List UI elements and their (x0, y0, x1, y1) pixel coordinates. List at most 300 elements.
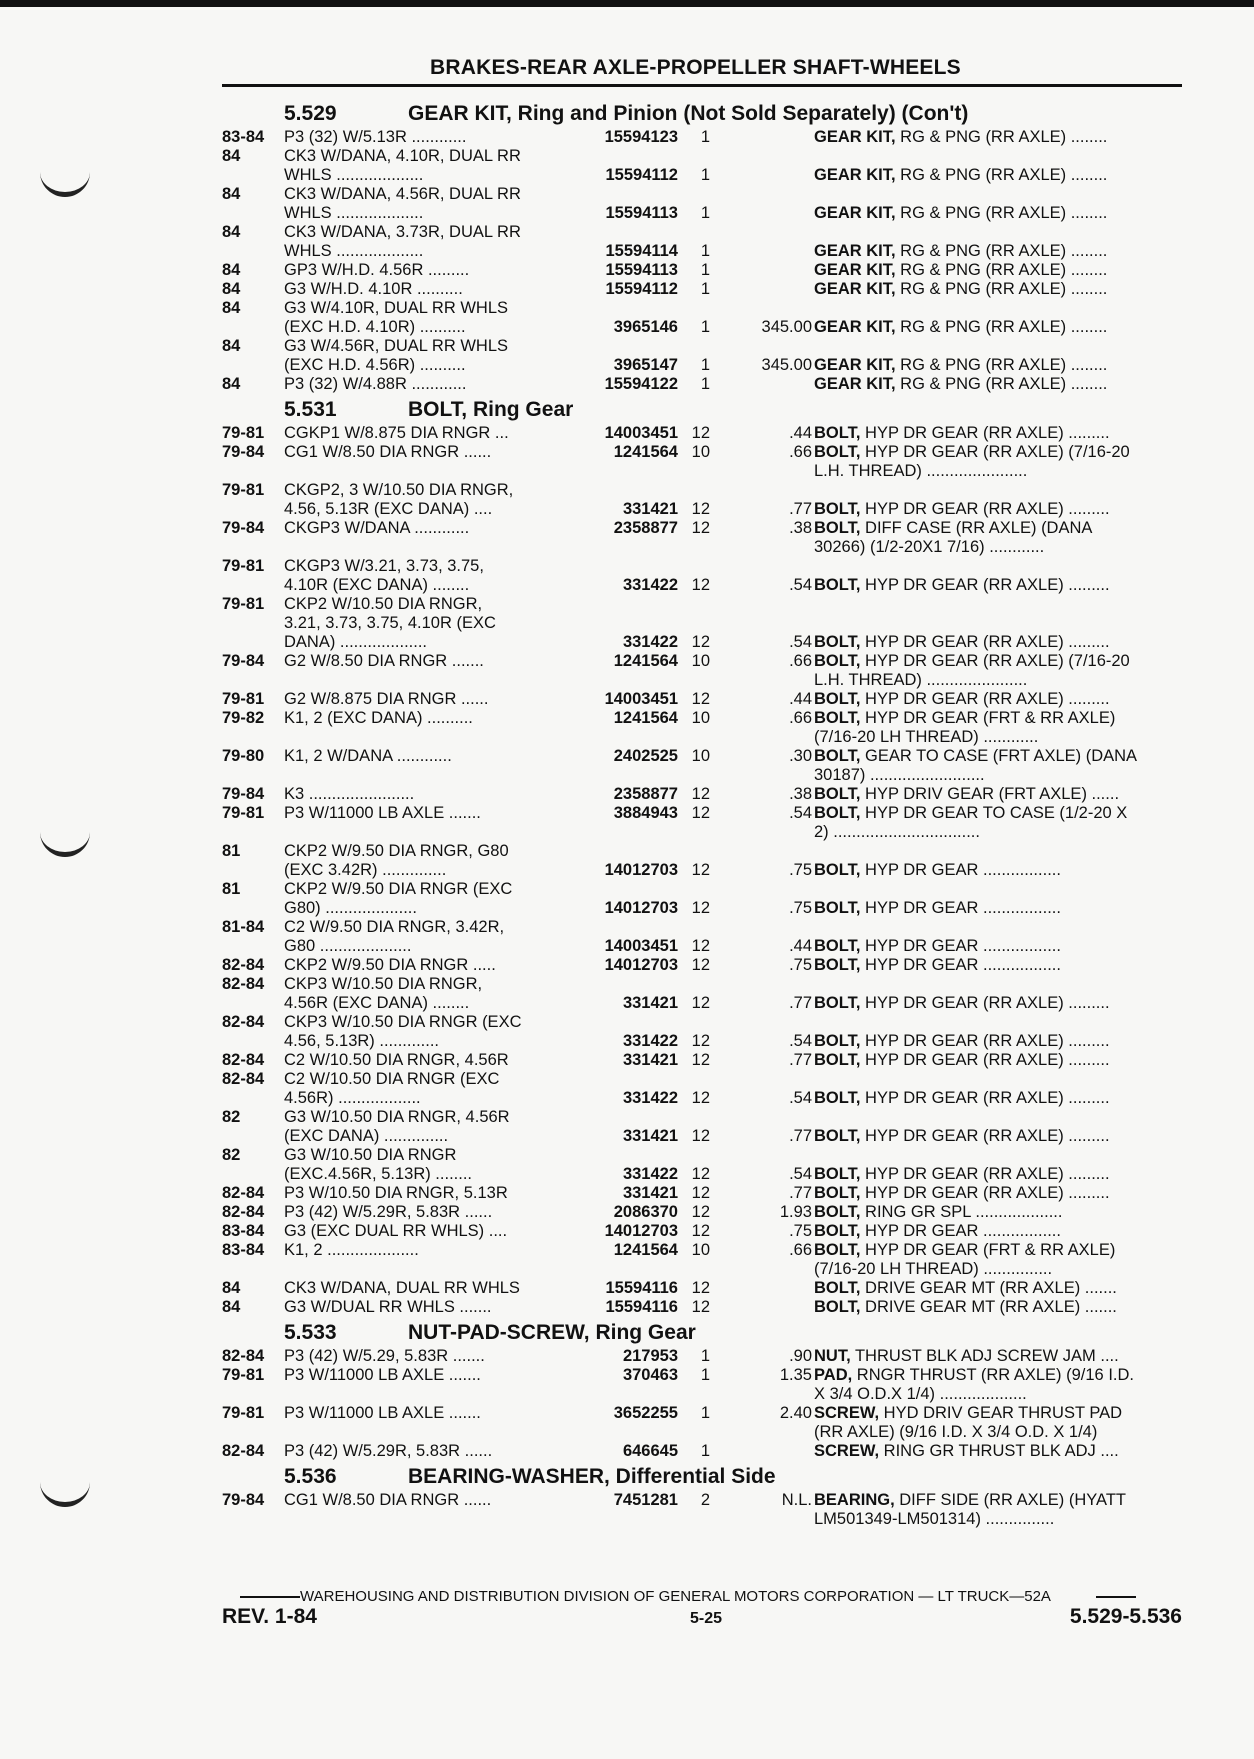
quantity: 12 (691, 804, 710, 822)
price: .75 (789, 1222, 812, 1240)
part-description-keyword: GEAR KIT, (814, 128, 896, 146)
part-description (814, 318, 1182, 337)
model-application: 4.56, 5.13R (EXC DANA) .... (284, 500, 493, 518)
model-application: 3.21, 3.73, 3.75, 4.10R (EXC (284, 614, 496, 632)
part-description (814, 671, 1182, 690)
model-application: P3 (42) W/5.29R, 5.83R ...... (284, 1442, 493, 1460)
model-year: 79-81 (222, 557, 265, 575)
part-description-keyword: BOLT, (814, 1279, 861, 1297)
quantity: 1 (700, 356, 710, 374)
model-year: 82-84 (222, 1184, 265, 1202)
catalog-row (222, 1279, 1182, 1298)
quantity: 12 (691, 785, 710, 803)
model-application: (EXC H.D. 4.56R) .......... (284, 356, 466, 374)
part-description-text: THRUST BLK ADJ SCREW JAM .... (850, 1347, 1119, 1365)
price: .66 (789, 1241, 812, 1259)
model-application: WHLS ................... (284, 166, 424, 184)
part-number: 331421 (622, 1127, 678, 1145)
model-year: 83-84 (222, 1241, 265, 1259)
model-year: 83-84 (222, 1222, 265, 1240)
model-application: G3 W/4.10R, DUAL RR WHLS (284, 299, 509, 317)
quantity: 1 (700, 1366, 710, 1384)
part-description-keyword: BOLT, (814, 804, 861, 822)
part-description-text: HYP DR GEAR (RR AXLE) (7/16-20 (860, 652, 1130, 670)
catalog-row (222, 1423, 1182, 1442)
catalog-row (222, 861, 1182, 880)
section-heading (222, 98, 1182, 128)
model-application: DANA) ................... (284, 633, 428, 651)
model-year: 84 (222, 1298, 241, 1316)
part-number: 15594123 (604, 128, 678, 146)
footer-rule (240, 1596, 300, 1598)
binder-hole-mark (40, 830, 90, 857)
model-year: 79-81 (222, 1404, 265, 1422)
model-year: 79-84 (222, 1491, 265, 1509)
header-rule (222, 84, 1182, 87)
model-year: 84 (222, 337, 241, 355)
part-description (814, 956, 1182, 975)
price: .54 (789, 1165, 812, 1183)
model-application: CK3 W/DANA, 3.73R, DUAL RR (284, 223, 521, 241)
part-description-keyword: BOLT, (814, 1051, 861, 1069)
part-description (814, 1089, 1182, 1108)
catalog-row (222, 147, 1182, 166)
catalog-row (222, 424, 1182, 443)
catalog-row (222, 918, 1182, 937)
part-description-keyword: BOLT, (814, 1032, 861, 1050)
part-description-keyword: BOLT, (814, 899, 861, 917)
part-description-text: HYP DR GEAR ................. (860, 1222, 1061, 1240)
model-application: 4.10R (EXC DANA) ........ (284, 576, 470, 594)
footer-rule (1096, 1596, 1136, 1598)
model-year: 79-81 (222, 804, 265, 822)
catalog-row (222, 280, 1182, 299)
catalog-row (222, 1165, 1182, 1184)
part-description-text: LM501349-LM501314) ............... (814, 1510, 1055, 1528)
model-application: C2 W/9.50 DIA RNGR, 3.42R, (284, 918, 505, 936)
model-year: 82-84 (222, 1013, 265, 1031)
model-application: CGKP1 W/8.875 DIA RNGR ... (284, 424, 509, 442)
part-description (814, 1222, 1182, 1241)
part-description (814, 633, 1182, 652)
part-description-keyword: BOLT, (814, 861, 861, 879)
quantity: 12 (691, 576, 710, 594)
part-number: 331422 (622, 1089, 678, 1107)
model-application: CKP3 W/10.50 DIA RNGR, (284, 975, 483, 993)
quantity: 1 (700, 204, 710, 222)
part-number: 15594113 (605, 204, 678, 222)
page-title: BRAKES-REAR AXLE-PROPELLER SHAFT-WHEELS (430, 56, 961, 79)
part-description (814, 1127, 1182, 1146)
part-number: 15594122 (604, 375, 678, 393)
section-number: 5.529 (284, 102, 337, 125)
part-number: 1241564 (613, 443, 678, 461)
part-description (814, 1366, 1182, 1385)
price: 345.00 (761, 356, 812, 374)
part-description-text: HYD DRIV GEAR THRUST PAD (879, 1404, 1123, 1422)
part-description-text: DRIVE GEAR MT (RR AXLE) ....... (860, 1279, 1117, 1297)
price: .77 (789, 994, 812, 1012)
model-year: 79-81 (222, 481, 265, 499)
price: .77 (789, 500, 812, 518)
part-description-text: HYP DR GEAR (RR AXLE) ......... (860, 1051, 1110, 1069)
catalog-row (222, 1366, 1182, 1385)
model-application: CK3 W/DANA, DUAL RR WHLS (284, 1279, 520, 1297)
catalog-row (222, 728, 1182, 747)
model-application: G2 W/8.875 DIA RNGR ...... (284, 690, 489, 708)
model-year: 82-84 (222, 1070, 265, 1088)
quantity: 12 (691, 937, 710, 955)
section-number: 5.536 (284, 1465, 337, 1488)
part-description (814, 994, 1182, 1013)
part-description (814, 861, 1182, 880)
part-description-text: HYP DR GEAR (RR AXLE) ......... (860, 1127, 1110, 1145)
quantity: 1 (700, 242, 710, 260)
part-number: 646645 (622, 1442, 678, 1460)
catalog-row (222, 337, 1182, 356)
model-year: 79-84 (222, 519, 265, 537)
part-description (814, 356, 1182, 375)
catalog-row (222, 671, 1182, 690)
part-description-text: (7/16-20 LH THREAD) ............ (814, 728, 1039, 746)
model-year: 79-80 (222, 747, 265, 765)
quantity: 1 (700, 375, 710, 393)
price: N.L. (781, 1491, 812, 1509)
part-number: 331422 (622, 576, 678, 594)
part-description (814, 1510, 1182, 1529)
part-description-keyword: BEARING, (814, 1491, 895, 1509)
part-description-keyword: GEAR KIT, (814, 261, 896, 279)
model-year: 82-84 (222, 1051, 265, 1069)
catalog-row (222, 557, 1182, 576)
model-application: G3 (EXC DUAL RR WHLS) .... (284, 1222, 508, 1240)
model-application: CK3 W/DANA, 4.10R, DUAL RR (284, 147, 521, 165)
part-description-keyword: GEAR KIT, (814, 280, 896, 298)
catalog-row (222, 1491, 1182, 1510)
part-description-text: RG & PNG (RR AXLE) ........ (895, 204, 1108, 222)
catalog-row (222, 1347, 1182, 1366)
model-year: 84 (222, 223, 241, 241)
part-description (814, 538, 1182, 557)
price: .77 (789, 1184, 812, 1202)
part-description (814, 1032, 1182, 1051)
catalog-row (222, 318, 1182, 337)
model-year: 82 (222, 1108, 241, 1126)
part-description-keyword: BOLT, (814, 785, 861, 803)
model-application: CKP3 W/10.50 DIA RNGR (EXC (284, 1013, 522, 1031)
part-description-text: RG & PNG (RR AXLE) ........ (895, 280, 1108, 298)
quantity: 12 (691, 500, 710, 518)
model-application: CG1 W/8.50 DIA RNGR ...... (284, 443, 492, 461)
part-number: 14012703 (604, 956, 678, 974)
catalog-row (222, 1032, 1182, 1051)
catalog-row (222, 842, 1182, 861)
catalog-row (222, 614, 1182, 633)
model-year: 82 (222, 1146, 241, 1164)
model-application: G3 W/DUAL RR WHLS ....... (284, 1298, 492, 1316)
part-number: 331421 (622, 1051, 678, 1069)
model-application: P3 (32) W/4.88R ............ (284, 375, 467, 393)
price: .54 (789, 804, 812, 822)
part-description (814, 1491, 1182, 1510)
catalog-row (222, 1298, 1182, 1317)
part-description (814, 1051, 1182, 1070)
part-description-text: RG & PNG (RR AXLE) ........ (895, 318, 1108, 336)
part-description-keyword: BOLT, (814, 443, 861, 461)
part-description-text: L.H. THREAD) ...................... (814, 462, 1028, 480)
catalog-row (222, 538, 1182, 557)
part-description-keyword: BOLT, (814, 1089, 861, 1107)
part-description-keyword: GEAR KIT, (814, 375, 896, 393)
part-description-text: HYP DR GEAR (FRT & RR AXLE) (860, 709, 1116, 727)
quantity: 12 (691, 1051, 710, 1069)
quantity: 12 (691, 1089, 710, 1107)
part-description-text: HYP DR GEAR (RR AXLE) ......... (860, 1184, 1110, 1202)
price: .44 (789, 690, 812, 708)
price: .54 (789, 1089, 812, 1107)
part-number: 1241564 (613, 1241, 678, 1259)
quantity: 12 (691, 1184, 710, 1202)
catalog-row (222, 956, 1182, 975)
model-application: (EXC.4.56R, 5.13R) ........ (284, 1165, 472, 1183)
part-description (814, 785, 1182, 804)
catalog-row (222, 1241, 1182, 1260)
part-description-text: DRIVE GEAR MT (RR AXLE) ....... (860, 1298, 1117, 1316)
price: .75 (789, 899, 812, 917)
revision-label: REV. 1-84 (222, 1605, 317, 1628)
catalog-row (222, 1089, 1182, 1108)
model-application: CKGP2, 3 W/10.50 DIA RNGR, (284, 481, 514, 499)
quantity: 2 (700, 1491, 710, 1509)
part-description-keyword: BOLT, (814, 1184, 861, 1202)
model-application: P3 W/11000 LB AXLE ....... (284, 1404, 481, 1422)
part-description (814, 1347, 1182, 1366)
quantity: 10 (691, 443, 710, 461)
part-description (814, 1184, 1182, 1203)
quantity: 1 (700, 261, 710, 279)
quantity: 1 (700, 318, 710, 336)
quantity: 12 (691, 1222, 710, 1240)
binder-hole-mark (40, 1480, 90, 1507)
part-description-text: RG & PNG (RR AXLE) ........ (895, 242, 1108, 260)
model-year: 84 (222, 299, 241, 317)
part-description-keyword: BOLT, (814, 937, 861, 955)
part-description-text: HYP DR GEAR (RR AXLE) ......... (860, 500, 1110, 518)
quantity: 12 (691, 1203, 710, 1221)
price: .54 (789, 1032, 812, 1050)
price: .66 (789, 709, 812, 727)
part-description-text: HYP DR GEAR ................. (860, 956, 1061, 974)
part-description-text: HYP DRIV GEAR (FRT AXLE) ...... (860, 785, 1120, 803)
model-application: (EXC DANA) .............. (284, 1127, 449, 1145)
model-year: 84 (222, 1279, 241, 1297)
part-number: 14012703 (604, 1222, 678, 1240)
part-number: 14003451 (604, 690, 678, 708)
price: .75 (789, 956, 812, 974)
parts-catalog-body (222, 98, 1182, 1529)
catalog-row (222, 633, 1182, 652)
model-year: 79-84 (222, 652, 265, 670)
part-description (814, 1385, 1182, 1404)
quantity: 12 (691, 1032, 710, 1050)
part-number: 2358877 (613, 519, 678, 537)
catalog-row (222, 1442, 1182, 1461)
part-description-text: HYP DR GEAR (RR AXLE) ......... (860, 690, 1110, 708)
catalog-row (222, 500, 1182, 519)
model-application: P3 (42) W/5.29, 5.83R ....... (284, 1347, 485, 1365)
price: .75 (789, 861, 812, 879)
model-application: K1, 2 (EXC DANA) .......... (284, 709, 473, 727)
part-description (814, 1423, 1182, 1442)
quantity: 12 (691, 1298, 710, 1316)
part-description-keyword: SCREW, (814, 1404, 880, 1422)
catalog-row (222, 785, 1182, 804)
part-number: 331421 (622, 500, 678, 518)
quantity: 1 (700, 1347, 710, 1365)
part-description-text: RG & PNG (RR AXLE) ........ (895, 166, 1108, 184)
part-number: 2358877 (613, 785, 678, 803)
section-heading (222, 1461, 1182, 1491)
part-number: 15594116 (605, 1298, 678, 1316)
part-description (814, 280, 1182, 299)
part-number: 3652255 (613, 1404, 678, 1422)
model-application: G3 W/4.56R, DUAL RR WHLS (284, 337, 509, 355)
catalog-row (222, 1108, 1182, 1127)
section-title: GEAR KIT, Ring and Pinion (Not Sold Separately) (Con't) (408, 102, 969, 125)
part-description (814, 576, 1182, 595)
part-description-keyword: BOLT, (814, 1298, 861, 1316)
catalog-row (222, 261, 1182, 280)
model-application: G3 W/10.50 DIA RNGR (284, 1146, 457, 1164)
catalog-row (222, 994, 1182, 1013)
catalog-row (222, 223, 1182, 242)
part-description (814, 937, 1182, 956)
part-number: 331421 (622, 1184, 678, 1202)
part-number: 3965147 (613, 356, 678, 374)
model-application: G80 .................... (284, 937, 412, 955)
part-number: 331422 (622, 1032, 678, 1050)
part-number: 15594112 (605, 280, 678, 298)
part-description (814, 709, 1182, 728)
part-description-text: RG & PNG (RR AXLE) ........ (895, 128, 1108, 146)
model-application: (EXC 3.42R) .............. (284, 861, 447, 879)
model-application: K1, 2 .................... (284, 1241, 419, 1259)
price: .77 (789, 1127, 812, 1145)
part-description-text: L.H. THREAD) ...................... (814, 671, 1028, 689)
part-description-text: RG & PNG (RR AXLE) ........ (895, 356, 1108, 374)
price: .30 (789, 747, 812, 765)
catalog-row (222, 937, 1182, 956)
model-application: WHLS ................... (284, 242, 424, 260)
catalog-row (222, 481, 1182, 500)
model-year: 84 (222, 147, 241, 165)
catalog-row (222, 595, 1182, 614)
model-application: CKGP3 W/DANA ............ (284, 519, 470, 537)
model-application: G2 W/8.50 DIA RNGR ....... (284, 652, 484, 670)
price: .66 (789, 652, 812, 670)
part-description-text: HYP DR GEAR (RR AXLE) ......... (860, 1165, 1110, 1183)
model-year: 81 (222, 880, 241, 898)
part-number: 15594114 (605, 242, 678, 260)
part-description (814, 500, 1182, 519)
catalog-row (222, 804, 1182, 823)
catalog-row (222, 1127, 1182, 1146)
section-title: BOLT, Ring Gear (408, 398, 574, 421)
part-description-keyword: GEAR KIT, (814, 318, 896, 336)
quantity: 12 (691, 690, 710, 708)
part-description-text: HYP DR GEAR (RR AXLE) ......... (860, 1032, 1110, 1050)
catalog-row (222, 823, 1182, 842)
catalog-row (222, 242, 1182, 261)
part-description-text: RING GR SPL ................... (860, 1203, 1063, 1221)
catalog-row (222, 519, 1182, 538)
part-description-keyword: BOLT, (814, 994, 861, 1012)
part-description (814, 823, 1182, 842)
catalog-row (222, 1203, 1182, 1222)
catalog-row (222, 880, 1182, 899)
section-number: 5.533 (284, 1321, 337, 1344)
price: .66 (789, 443, 812, 461)
part-number: 1241564 (613, 709, 678, 727)
part-description-text: HYP DR GEAR (RR AXLE) ......... (860, 633, 1110, 651)
model-year: 79-81 (222, 690, 265, 708)
part-number: 331422 (622, 633, 678, 651)
model-application: P3 W/11000 LB AXLE ....... (284, 1366, 481, 1384)
model-year: 84 (222, 280, 241, 298)
catalog-row (222, 747, 1182, 766)
part-description-text: HYP DR GEAR (FRT & RR AXLE) (860, 1241, 1116, 1259)
part-number: 15594113 (605, 261, 678, 279)
part-description (814, 424, 1182, 443)
part-description-text: GEAR TO CASE (FRT AXLE) (DANA (860, 747, 1138, 765)
part-description-keyword: BOLT, (814, 500, 861, 518)
part-number: 370463 (622, 1366, 678, 1384)
model-year: 79-81 (222, 424, 265, 442)
model-application: (EXC H.D. 4.10R) .......... (284, 318, 466, 336)
part-description (814, 1442, 1182, 1461)
binder-hole-mark (40, 170, 90, 197)
model-application: C2 W/10.50 DIA RNGR, 4.56R (284, 1051, 509, 1069)
part-description-keyword: BOLT, (814, 747, 861, 765)
price: .44 (789, 424, 812, 442)
model-application: P3 W/11000 LB AXLE ....... (284, 804, 481, 822)
model-application: CG1 W/8.50 DIA RNGR ...... (284, 1491, 492, 1509)
part-description-keyword: PAD, (814, 1366, 853, 1384)
model-application: K3 ....................... (284, 785, 415, 803)
part-description-keyword: BOLT, (814, 1165, 861, 1183)
part-number: 3884943 (613, 804, 678, 822)
model-year: 79-81 (222, 1366, 265, 1384)
part-description-keyword: GEAR KIT, (814, 204, 896, 222)
part-number: 14012703 (604, 899, 678, 917)
catalog-row (222, 299, 1182, 318)
price: .38 (789, 785, 812, 803)
section-heading (222, 394, 1182, 424)
quantity: 1 (700, 280, 710, 298)
quantity: 12 (691, 1165, 710, 1183)
model-year: 84 (222, 185, 241, 203)
catalog-row (222, 375, 1182, 394)
part-description (814, 261, 1182, 280)
part-description-text: RG & PNG (RR AXLE) ........ (895, 261, 1108, 279)
page-number: 5-25 (690, 1610, 723, 1627)
model-year: 84 (222, 261, 241, 279)
part-number: 331421 (622, 994, 678, 1012)
model-year: 84 (222, 375, 241, 393)
footer-division-line: WAREHOUSING AND DISTRIBUTION DIVISION OF GENERAL MOTORS CORPORATION — LT TRUCK—52A (300, 1588, 1051, 1605)
model-application: G80) .................... (284, 899, 417, 917)
part-number: 2402525 (613, 747, 678, 765)
